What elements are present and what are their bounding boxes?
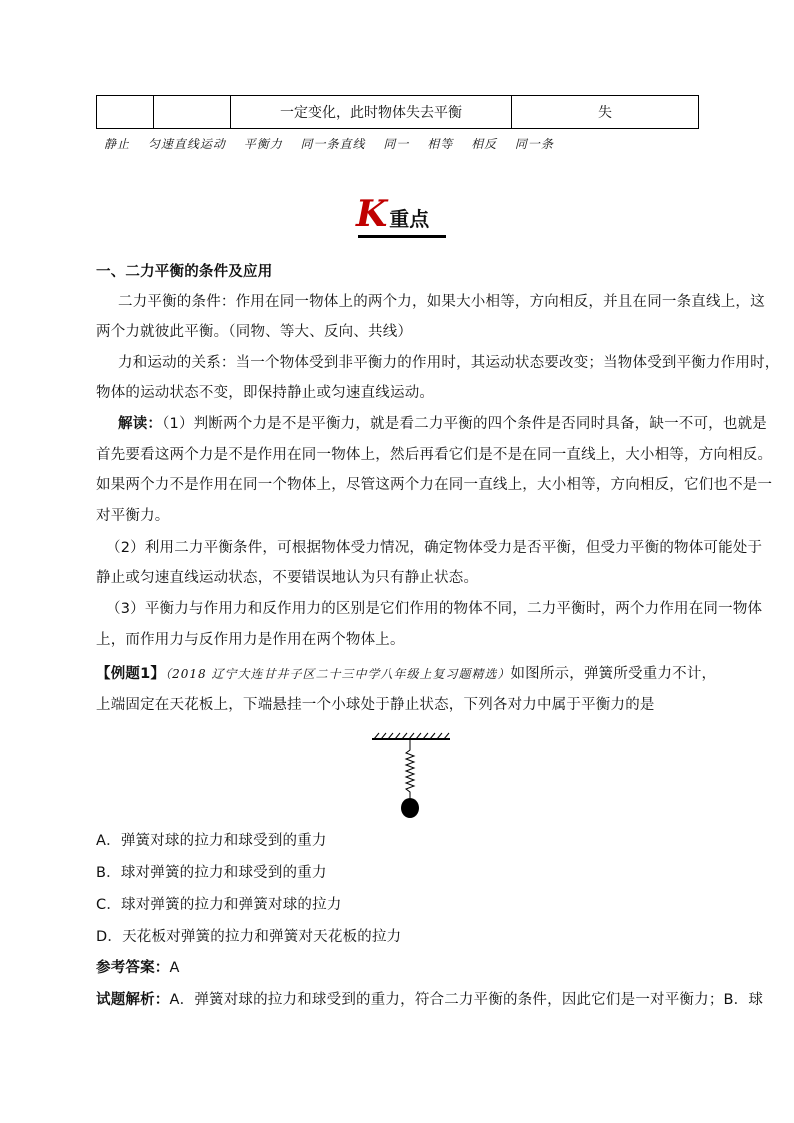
table-cell: 失 (512, 96, 699, 129)
summary-table (96, 95, 699, 129)
paragraph-line: 两个力就彼此平衡。（同物、等大、反向、共线） (96, 324, 413, 340)
analysis-text: A．弹簧对球的拉力和球受到的重力，符合二力平衡的条件，因此它们是一对平衡力；B．球 (169, 992, 764, 1008)
example-question-line: 上端固定在天花板上，下端悬挂一个小球处于静止状态，下列各对力中属于平衡力的是 (96, 697, 655, 713)
analysis-label: 试题解析： (96, 992, 170, 1008)
table-cell (154, 96, 231, 129)
paragraph-text: （1）判断两个力是不是平衡力，就是看二力平衡的四个条件是否同时具备，缺一不可，也就是 (162, 416, 767, 432)
paragraph-line: （3）平衡力与作用力和反作用力的区别是它们作用的物体不同，二力平衡时，两个力作用在同一物体 (106, 601, 763, 617)
example-source: （2018 辽宁大连甘井子区二十三中学八年级上复习题精选） (165, 667, 511, 681)
answer-key-line (104, 135, 567, 152)
paragraph-line: 如果两个力不是作用在同一个物体上，尽管这两个力在同一直线上，大小相等，方向相反，它们也不是一 (96, 477, 773, 493)
spring-icon (406, 740, 414, 798)
answer-key-item: 相等 (427, 137, 454, 151)
paragraph-line: 对平衡力。 (96, 508, 170, 524)
reference-answer-label: 参考答案： (96, 960, 170, 976)
example-question-line (96, 664, 716, 684)
table-cell (97, 96, 154, 129)
heading-balance-conditions: 一、二力平衡的条件及应用 (96, 264, 273, 280)
interpretation-label: 解读： (118, 416, 163, 432)
answer-key-item: 同一条 (514, 137, 554, 151)
analysis-line (96, 990, 763, 1010)
section-letter-k: K (356, 193, 388, 235)
paragraph-line: 上，而作用力与反作用力是作用在两个物体上。 (96, 632, 405, 648)
answer-key-item: 同一 (383, 137, 410, 151)
paragraph-line: 二力平衡的条件：作用在同一物体上的两个力，如果大小相等，方向相反，并且在同一条直线上，这 (118, 294, 765, 310)
reference-answer (96, 958, 180, 978)
paragraph-line (118, 414, 767, 434)
option-b: B．球对弹簧的拉力和球受到的重力 (96, 865, 327, 881)
ceiling-icon (372, 733, 450, 739)
paragraph-line: 力和运动的关系：当一个物体受到非平衡力的作用时，其运动状态要改变；当物体受到平衡力作用时， (118, 355, 780, 371)
paragraph-line: 静止或匀速直线运动状态，不要错误地认为只有静止状态。 (96, 570, 479, 586)
section-title-text: 重点 (389, 207, 430, 231)
table-cell: 一定变化，此时物体失去平衡 (231, 96, 512, 129)
reference-answer-value: A (169, 960, 180, 976)
option-a: A．弹簧对球的拉力和球受到的重力 (96, 833, 327, 849)
answer-key-item: 匀速直线运动 (147, 137, 226, 151)
paragraph-line: 首先要看这两个力是不是作用在同一物体上，然后再看它们是不是在同一直线上，大小相等，方向相反。 (96, 447, 773, 463)
section-title-underline (358, 235, 446, 238)
table-row (97, 96, 699, 129)
answer-key-item: 同一条直线 (300, 137, 366, 151)
spring-ball-figure (370, 732, 454, 824)
example-text: 如图所示，弹簧所受重力不计， (510, 666, 717, 682)
paragraph-line: （2）利用二力平衡条件，可根据物体受力情况，确定物体受力是否平衡，但受力平衡的物体可能处于 (106, 540, 763, 556)
option-c: C．球对弹簧的拉力和弹簧对球的拉力 (96, 897, 342, 913)
section-title (356, 194, 429, 234)
option-d: D．天花板对弹簧的拉力和弹簧对天花板的拉力 (96, 929, 402, 945)
example-label: 【例题1】 (96, 666, 166, 682)
answer-key-item: 静止 (104, 137, 131, 151)
ball-icon (401, 798, 419, 818)
answer-key-item: 相反 (471, 137, 498, 151)
answer-key-item: 平衡力 (243, 137, 283, 151)
paragraph-line: 物体的运动状态不变，即保持静止或匀速直线运动。 (96, 385, 435, 401)
